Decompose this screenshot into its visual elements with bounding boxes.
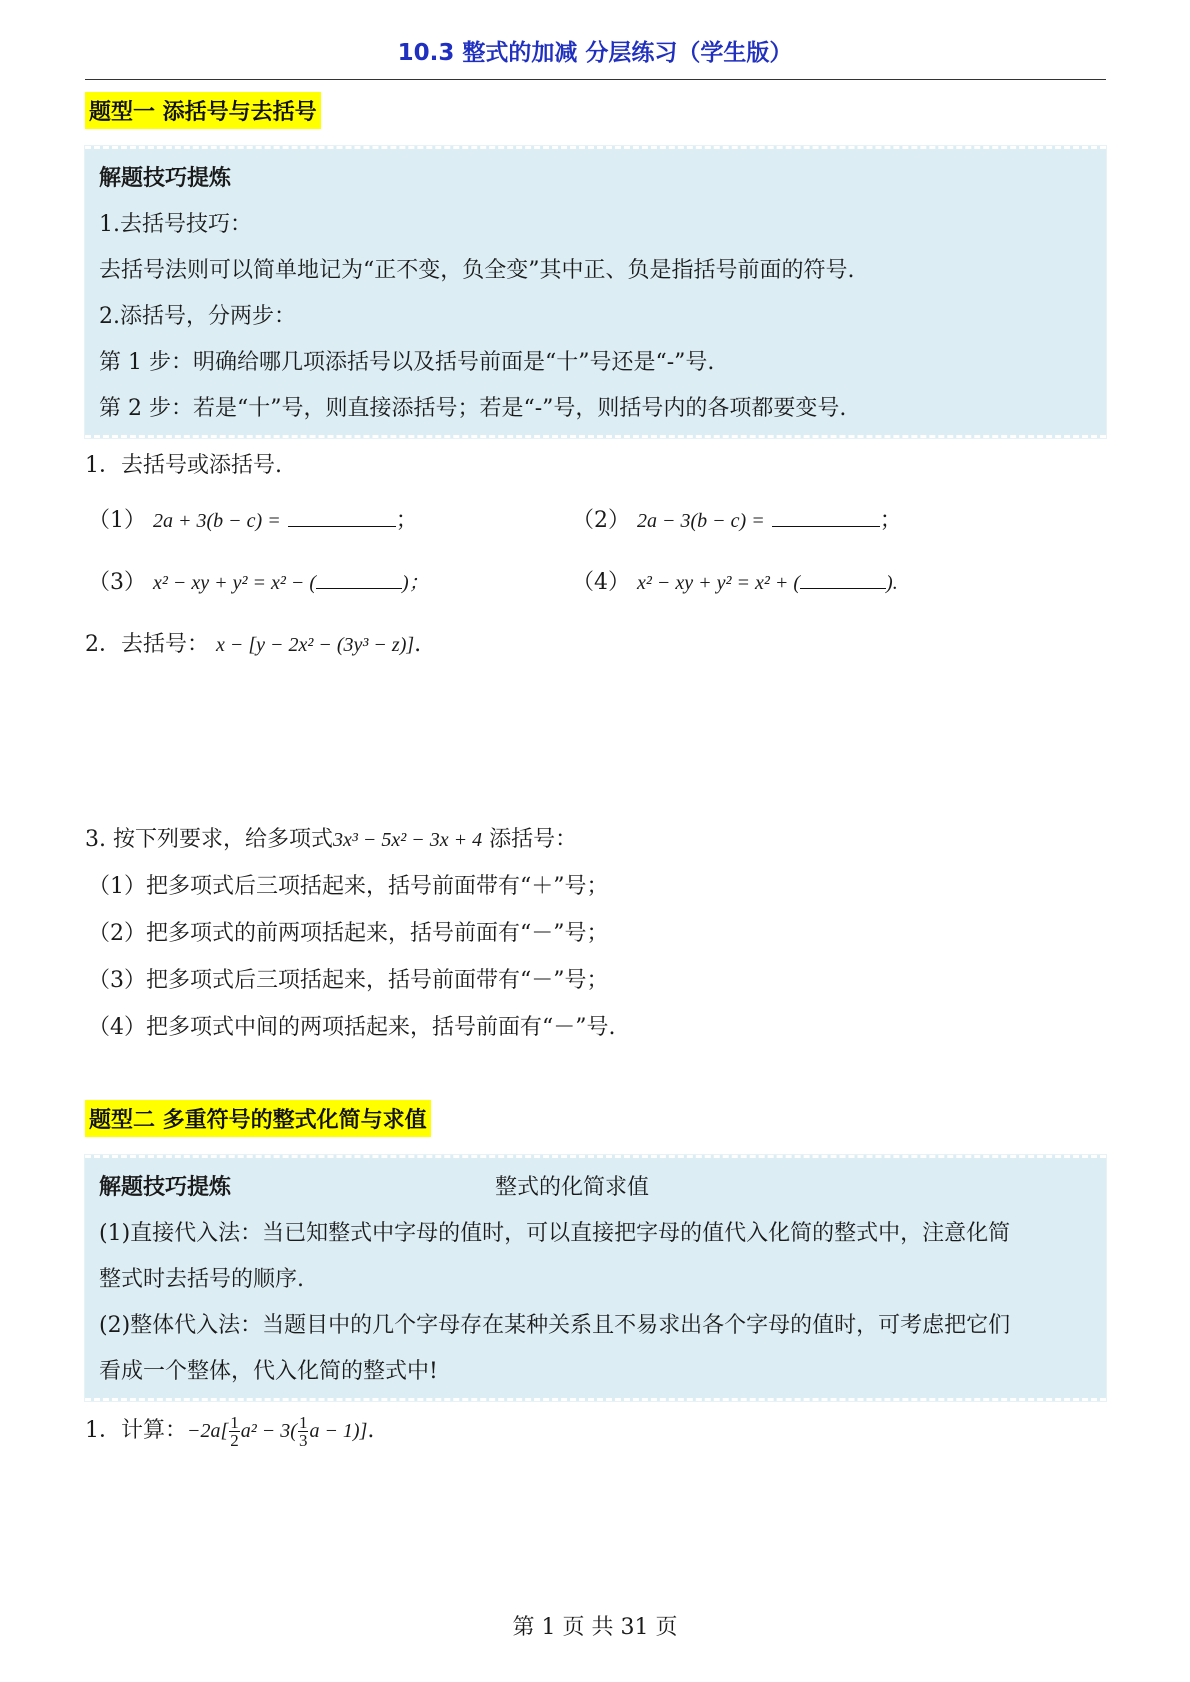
part-tail: ； bbox=[395, 508, 418, 533]
question-stem: 1．计算： bbox=[85, 1418, 187, 1443]
tips-heading: 解题技巧提炼 bbox=[99, 166, 232, 191]
fraction-one-half bbox=[229, 1414, 240, 1449]
section-tag-2: 题型二 多重符号的整式化简与求值 bbox=[85, 1100, 431, 1137]
tips-heading: 解题技巧提炼 bbox=[99, 1175, 232, 1200]
tips-line: 1.去括号技巧： bbox=[99, 212, 252, 237]
tips-line: 去括号法则可以简单地记为“正不变，负全变”其中正、负是指括号前面的符号. bbox=[99, 258, 855, 283]
tips-line: 2.添括号，分两步： bbox=[99, 304, 296, 329]
question-2-tail: . bbox=[414, 632, 422, 657]
expression-part: a² − 3( bbox=[240, 1420, 297, 1442]
question-1-part-4 bbox=[572, 565, 898, 596]
tips-line: (1)直接代入法：当已知整式中字母的值时，可以直接把字母的值代入化简的整式中，注意化简 bbox=[99, 1221, 1011, 1246]
tips-line: 第 1 步：明确给哪几项添括号以及括号前面是“十”号还是“-”号. bbox=[99, 350, 715, 375]
question-3-stem bbox=[85, 822, 577, 853]
expression-tail: . bbox=[367, 1418, 375, 1443]
expression-part: −2a[ bbox=[187, 1420, 229, 1442]
section-2-question-1 bbox=[85, 1413, 374, 1449]
expression-part: a − 1)] bbox=[309, 1420, 368, 1442]
tips-subheading: 整式的化简求值 bbox=[495, 1175, 650, 1200]
tips-line: 整式时去括号的顺序. bbox=[99, 1267, 304, 1292]
part-tail: )； bbox=[402, 572, 429, 594]
fraction-denominator: 3 bbox=[298, 1430, 308, 1450]
section-tag-1: 题型一 添括号与去括号 bbox=[85, 92, 321, 129]
question-2-stem: 2．去括号： bbox=[85, 632, 209, 657]
fraction-numerator: 1 bbox=[298, 1412, 308, 1432]
part-label: （3） bbox=[88, 570, 146, 595]
page-title: 10.3 整式的加减 分层练习（学生版） bbox=[397, 40, 793, 66]
part-tail: ). bbox=[886, 572, 898, 594]
question-1-stem: 1．去括号或添括号. bbox=[85, 453, 282, 478]
answer-blank[interactable] bbox=[316, 570, 402, 589]
header-divider bbox=[85, 79, 1106, 80]
question-1-part-2 bbox=[572, 503, 902, 534]
part-label: （1） bbox=[88, 508, 146, 533]
tips-box-1 bbox=[85, 146, 1106, 438]
question-1-part-3 bbox=[88, 565, 429, 596]
answer-blank[interactable] bbox=[772, 508, 880, 527]
answer-blank[interactable] bbox=[288, 508, 396, 527]
fraction-denominator: 2 bbox=[230, 1430, 239, 1450]
question-2 bbox=[85, 627, 421, 658]
answer-blank[interactable] bbox=[800, 570, 886, 589]
question-3-item: （2）把多项式的前两项括起来，括号前面有“－”号； bbox=[88, 921, 609, 946]
question-3-stem-a: 3. 按下列要求，给多项式 bbox=[85, 827, 333, 852]
part-expression: 2a − 3(b − c) = bbox=[637, 510, 765, 532]
tips-line: 第 2 步：若是“十”号，则直接添括号；若是“-”号，则括号内的各项都要变号. bbox=[99, 396, 847, 421]
tips-line: 看成一个整体，代入化简的整式中! bbox=[99, 1359, 438, 1384]
page-number: 第 1 页 共 31 页 bbox=[512, 1615, 678, 1640]
part-expression: x² − xy + y² = x² − ( bbox=[153, 572, 317, 594]
fraction-numerator: 1 bbox=[230, 1412, 239, 1432]
tips-line: (2)整体代入法：当题目中的几个字母存在某种关系且不易求出各个字母的值时，可考虑把它们 bbox=[99, 1313, 1011, 1338]
part-expression: x² − xy + y² = x² + ( bbox=[637, 572, 801, 594]
question-3-expression: 3x³ − 5x² − 3x + 4 bbox=[332, 829, 483, 851]
question-3-item: （1）把多项式后三项括起来，括号前面带有“＋”号； bbox=[88, 874, 609, 899]
question-3-stem-b: 添括号： bbox=[489, 827, 578, 852]
question-1-part-1 bbox=[88, 503, 418, 534]
part-label: （4） bbox=[572, 570, 630, 595]
part-tail: ； bbox=[879, 508, 902, 533]
fraction-one-third bbox=[298, 1414, 309, 1449]
part-expression: 2a + 3(b − c) = bbox=[153, 510, 281, 532]
part-label: （2） bbox=[572, 508, 630, 533]
question-2-expression: x − [y − 2x² − (3y³ − z)] bbox=[216, 634, 415, 656]
question-3-item: （3）把多项式后三项括起来，括号前面带有“－”号； bbox=[88, 968, 609, 993]
tips-box-2 bbox=[85, 1155, 1106, 1401]
question-3-item: （4）把多项式中间的两项括起来，括号前面有“－”号. bbox=[88, 1015, 616, 1040]
